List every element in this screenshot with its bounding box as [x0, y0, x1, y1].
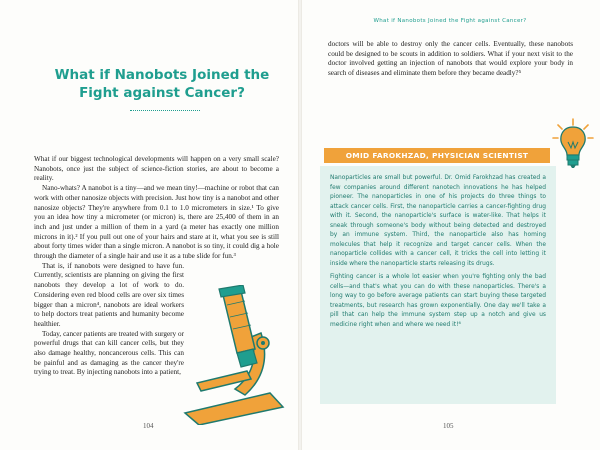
paragraph-intro: What if our biggest technological developments will happen on a very small scale? Nanobots, once just the subject of science-fiction stories, are about to become a reality. — [34, 155, 279, 183]
microscope-icon — [175, 285, 290, 425]
sidebar-box — [320, 166, 556, 404]
running-head: What if Nanobots Joined the Fight against Cancer? — [373, 18, 527, 24]
lightbulb-icon — [552, 118, 594, 170]
sidebar-title: OMID FAROKHZAD, PHYSICIAN SCIENTIST — [324, 148, 550, 163]
title-rule — [130, 110, 200, 111]
paragraph-have-fun: That is, if nanobots were designed to have fun. Currently, scientists are planning on giving the first nanobots they develop a lot of work to do. Considering even red blood cells are over six times bigger than a micron⁴, nanobots are ideal workers to help doctors treat patients and humanity become healthier. — [34, 261, 184, 328]
right-body-text — [328, 40, 573, 79]
right-page — [300, 0, 600, 450]
paragraph-continued: doctors will be able to destroy only the cancer cells. Eventually, these nanobots could be designed to be scouts in addition to soldiers. What if your next visit to the doctor involved getting an injection of nanobots that would explore your body in search of diseases and eliminate them before they became deadly?⁵ — [328, 40, 573, 78]
page-number-left: 104 — [143, 422, 154, 430]
sidebar-paragraph: Nanoparticles are small but powerful. Dr. Omid Farokhzad has created a few companies around different nanotech innovations he has helped pioneer. The nanoparticles in one of his projects do three things to attack cancer cells. First, the nanoparticle carries a cancer-fighting drug with it. Second, the nanoparticle's surface is water-like. That helps it sneak through someone's body without being detected and destroyed by an immune system. Third, the nanoparticle also has homing molecules that help it recognize and target cancer cells. When the nanoparticle collides with a cancer cell, it tricks the cell into letting it inside where the nanoparticle starts releasing its drugs. — [330, 175, 546, 267]
page-number-right: 105 — [443, 422, 454, 430]
chapter-title: What if Nanobots Joined the Fight against Cancer? — [54, 67, 270, 101]
sidebar-paragraph: Fighting cancer is a whole lot easier when you're fighting only the bad cells—and that's what you can do with these nanoparticles. There's a long way to go before average patients can start buying these targeted treatments, but research has grown exponentially. One day we'll take a pill that can help the immune system step up a notch and give us medicine right when and where we need it!⁶ — [330, 274, 546, 328]
paragraph-cancer-treatment: Today, cancer patients are treated with surgery or powerful drugs that can kill cancer cells, but they also damage healthy, noncancerous cells. This can be painful and as damaging as the cancer they're trying to treat. By injecting nanobots into a patient, — [34, 329, 184, 377]
paragraph-nano-whats: Nano-whats? A nanobot is a tiny—and we mean tiny!—machine or robot that can work with other nanosize objects with precision. Just how tiny is a nanobot and other nanosize objects? They're anywhere from 0.1 to 1.0 micrometers in size.¹ To give you an idea how tiny a micrometer (or micron) is, there are 25,400 of them in an inch and just under a million of them in a yard (a meter has exactly one million microns in it).² If you pull out one of your hairs and stare at it, what you see is still about forty times wider than a single micron. A nanobot is so tiny, it could dig a hole through the diameter of a single hair and use it as a tube slide for fun.³ — [34, 184, 279, 261]
